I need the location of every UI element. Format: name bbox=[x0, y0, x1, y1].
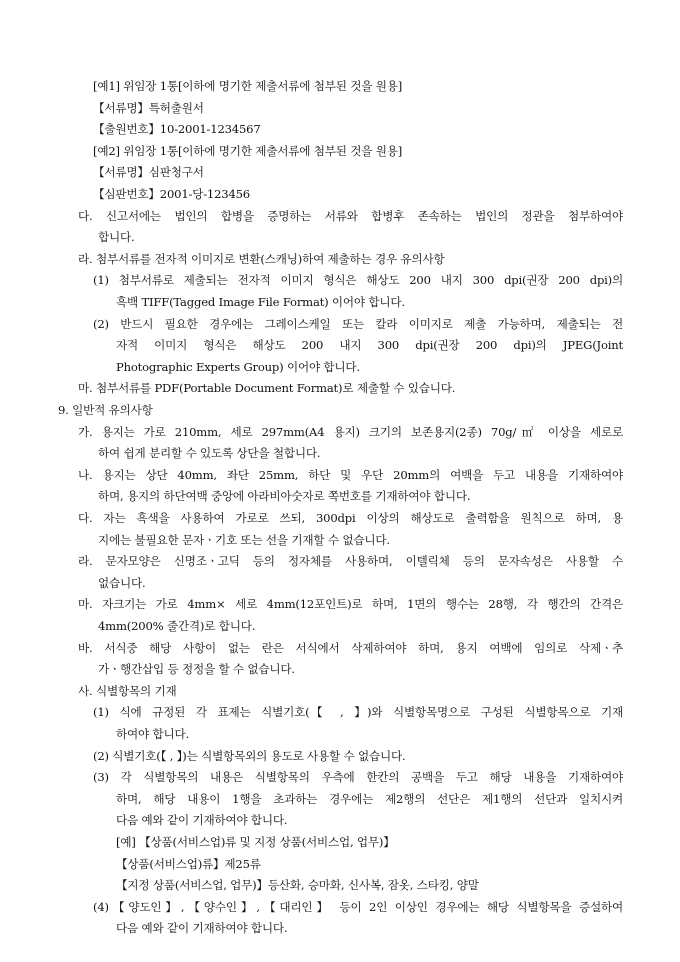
rule-sa-item-2: (2) 식별기호(【 , 】)는 식별항목외의 용도로 사용할 수 없습니다. bbox=[93, 748, 406, 763]
example-1-line: [예1] 위임장 1통[이하에 명기한 제출서류에 첨부된 것을 원용] bbox=[93, 79, 403, 93]
rule-sa-item-4: (4)【양도인】,【양수인】,【대리인】 등이 2인 이상인 경우에는 해당 식별항목을 증설하여 bbox=[93, 899, 623, 914]
rule-ra-cont: 없습니다. bbox=[98, 575, 146, 590]
example-goods-class-line: 【상품(서비스업)류】제25류 bbox=[116, 856, 261, 871]
rule-ba-cont: 가ㆍ행간삽입 등 정정을 할 수 없습니다. bbox=[98, 662, 295, 677]
trial-number-line: 【심판번호】2001-당-123456 bbox=[93, 187, 250, 201]
rule-ga-cont: 하여 쉽게 분리할 수 있도록 상단을 철합니다. bbox=[98, 446, 321, 461]
rule-na-cont: 하며, 용지의 하단여백 중앙에 아라비아숫자로 쪽번호를 기재하여야 합니다. bbox=[98, 489, 471, 504]
rule-sa-item-1: (1) 식에 규정된 각 표제는 식별기호(【 , 】)와 식별항목명으로 구성된 식별항목으로 기재 bbox=[93, 705, 623, 720]
document-name-line: 【서류명】특허출원서 bbox=[93, 100, 204, 115]
section-ma-line: 마. 첨부서류를 PDF(Portable Document Format)로 제출할 수 있습니다. bbox=[78, 381, 456, 396]
rule-sa-item-3: (3) 각 식별항목의 내용은 식별항목의 우측에 한칸의 공백을 두고 해당 내용을 기재하여야 bbox=[93, 770, 623, 785]
rule-ra-line: 라. 문자모양은 신명조ㆍ고딕 등의 정자체를 사용하며, 이텔릭체 등의 문자속성은 사용할 수 bbox=[78, 554, 623, 569]
rule-ba-line: 바. 서식중 해당 사항이 없는 란은 서식에서 삭제하여야 하며, 용지 여백에 임의로 삭제ㆍ추 bbox=[78, 640, 623, 655]
example-2-line: [예2] 위임장 1통[이하에 명기한 제출서류에 첨부된 것을 원용] bbox=[93, 143, 403, 158]
rule-sa-item-3-cont: 다음 예와 같이 기재하여야 합니다. bbox=[116, 813, 288, 828]
section-9-heading: 9. 일반적 유의사항 bbox=[58, 403, 153, 417]
rule-sa-item-4-cont: 다음 예와 같이 기재하여야 합니다. bbox=[116, 921, 288, 936]
rule-ma-line: 마. 자크기는 가로 4mm× 세로 4mm(12포인트)로 하며, 1면의 행수는 28행, 각 행간의 간격은 bbox=[78, 597, 623, 612]
item-1-cont: 흑백 TIFF(Tagged Image File Format) 이어야 합니다. bbox=[116, 295, 405, 309]
example-designated-goods-line: 【지정 상품(서비스업, 업무)】등산화, 승마화, 신사복, 잠옷, 스타킹, 양말 bbox=[116, 878, 479, 893]
rule-ga-line: 가. 용지는 가로 210mm, 세로 297mm(A4 용지) 크기의 보존용지(2종) 70g/㎡ 이상을 세로로 bbox=[78, 424, 623, 439]
document-name-line: 【서류명】심판청구서 bbox=[93, 165, 204, 180]
item-2-line: (2) 반드시 필요한 경우에는 그레이스케일 또는 칼라 이미지로 제출 가능하며, 제출되는 전 bbox=[93, 316, 623, 331]
example-heading-line: [예] 【상품(서비스업)류 및 지정 상품(서비스업, 업무)】 bbox=[116, 835, 395, 849]
section-da-cont: 합니다. bbox=[98, 230, 135, 245]
rule-da-cont: 지에는 불필요한 문자ㆍ기호 또는 선을 기재할 수 없습니다. bbox=[98, 532, 390, 547]
rule-sa-item-1-cont: 하여야 합니다. bbox=[116, 727, 189, 741]
application-number-line: 【출원번호】10-2001-1234567 bbox=[93, 122, 261, 137]
section-ra-line: 라. 첨부서류를 전자적 이미지로 변환(스캐닝)하여 제출하는 경우 유의사항 bbox=[78, 251, 445, 266]
rule-sa-item-3-cont: 하며, 해당 내용이 1행을 초과하는 경우에는 제2행의 선단은 제1행의 선단과 일치시켜 bbox=[116, 791, 623, 806]
item-2-cont: Photographic Experts Group) 이어야 합니다. bbox=[116, 359, 360, 374]
section-da-line: 다. 신고서에는 법인의 합병을 증명하는 서류와 합병후 존속하는 법인의 정관을 첨부하여야 bbox=[78, 208, 623, 223]
rule-ma-cont: 4mm(200% 줄간격)로 합니다. bbox=[98, 619, 256, 633]
item-1-line: (1) 첨부서류로 제출되는 전자적 이미지 형식은 해상도 200 내지 300 dpi(권장 200 dpi)의 bbox=[93, 273, 623, 288]
rule-sa-line: 사. 식별항목의 기재 bbox=[78, 683, 177, 698]
rule-da-line: 다. 자는 흑색을 사용하여 가로로 쓰되, 300dpi 이상의 해상도로 출력함을 원칙으로 하며, 용 bbox=[78, 511, 623, 525]
item-2-cont: 자적 이미지 형식은 해상도 200 내지 300 dpi(권장 200 dpi)의 JPEG(Joint bbox=[116, 338, 623, 353]
rule-na-line: 나. 용지는 상단 40mm, 좌단 25mm, 하단 및 우단 20mm의 여백을 두고 내용을 기재하여야 bbox=[78, 467, 623, 482]
